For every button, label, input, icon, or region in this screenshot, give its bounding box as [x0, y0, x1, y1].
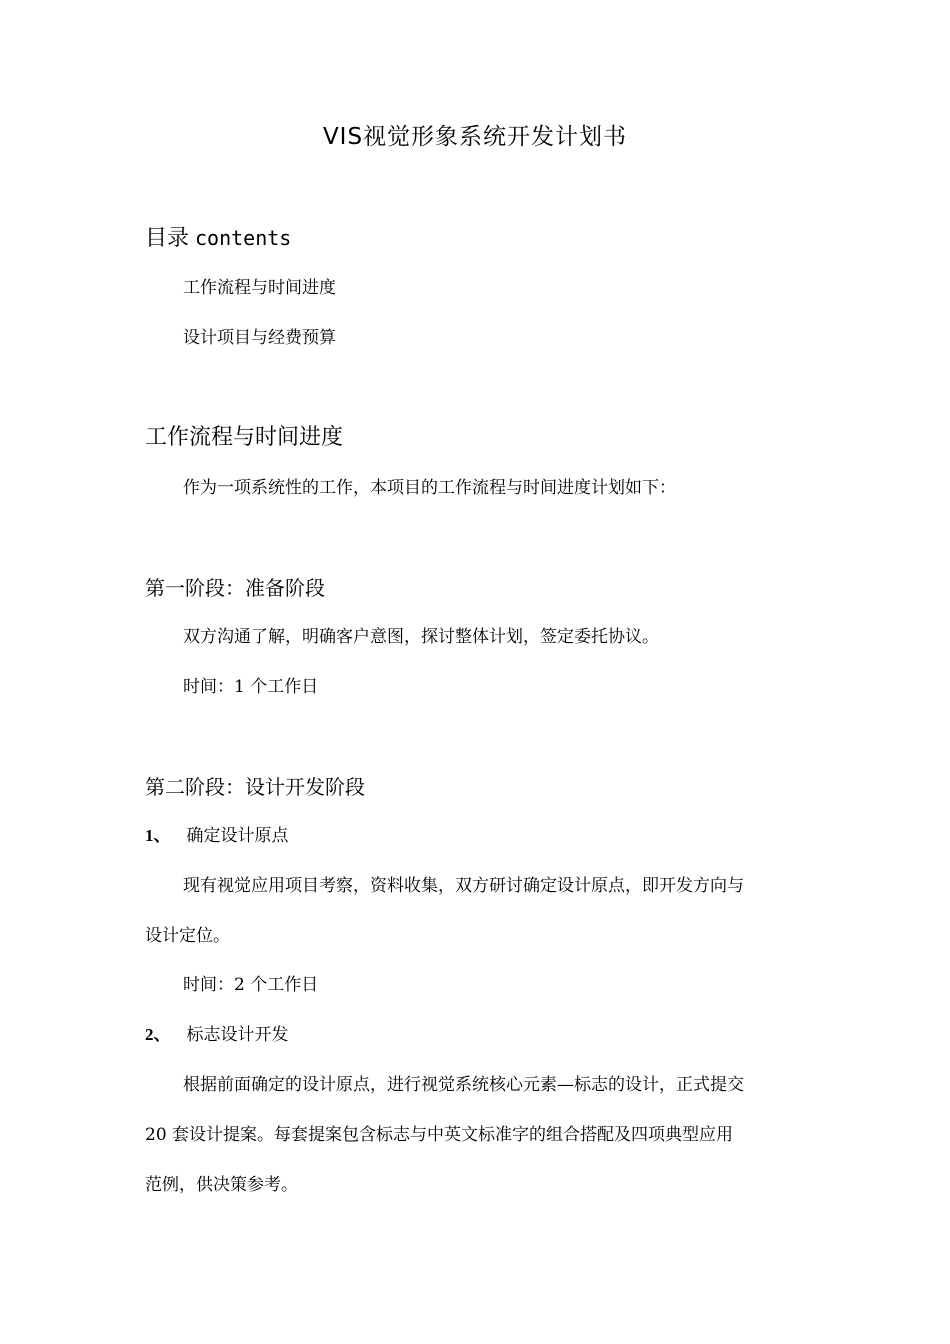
stage-time: 时间：1 个工作日: [183, 677, 319, 697]
toc-heading-text: 目录: [145, 226, 190, 251]
list-item-heading: [145, 825, 289, 847]
paragraph-line: 现有视觉应用项目考察，资料收集，双方研讨确定设计原点，即开发方向与: [183, 876, 744, 896]
section-heading: 工作流程与时间进度: [145, 425, 344, 450]
list-item-time: 时间：2 个工作日: [183, 975, 319, 995]
list-item-title: 标志设计开发: [186, 1025, 289, 1045]
toc-heading-latin: contents: [195, 226, 292, 250]
section-intro: 作为一项系统性的工作，本项目的工作流程与时间进度计划如下：: [183, 478, 676, 498]
list-item-number: 2、: [145, 1025, 171, 1044]
list-item-heading: [145, 1024, 289, 1046]
list-item-title: 确定设计原点: [186, 826, 289, 846]
paragraph-line: 根据前面确定的设计原点，进行视觉系统核心元素—标志的设计，正式提交: [183, 1075, 744, 1095]
toc-heading: [145, 221, 291, 252]
toc-item: 设计项目与经费预算: [183, 328, 336, 348]
paragraph-line: 设计定位。: [145, 926, 230, 946]
document-title: VIS视觉形象系统开发计划书: [322, 124, 628, 150]
paragraph-line: 20 套设计提案。每套提案包含标志与中英文标准字的组合搭配及四项典型应用: [145, 1125, 734, 1145]
stage-heading: 第二阶段：设计开发阶段: [145, 775, 365, 799]
list-item-number: 1、: [145, 826, 171, 845]
toc-item: 工作流程与时间进度: [183, 278, 336, 298]
paragraph-line: 范例，供决策参考。: [145, 1175, 298, 1195]
stage-heading: 第一阶段：准备阶段: [145, 576, 325, 600]
stage-description: 双方沟通了解，明确客户意图，探讨整体计划，签定委托协议。: [183, 627, 659, 647]
